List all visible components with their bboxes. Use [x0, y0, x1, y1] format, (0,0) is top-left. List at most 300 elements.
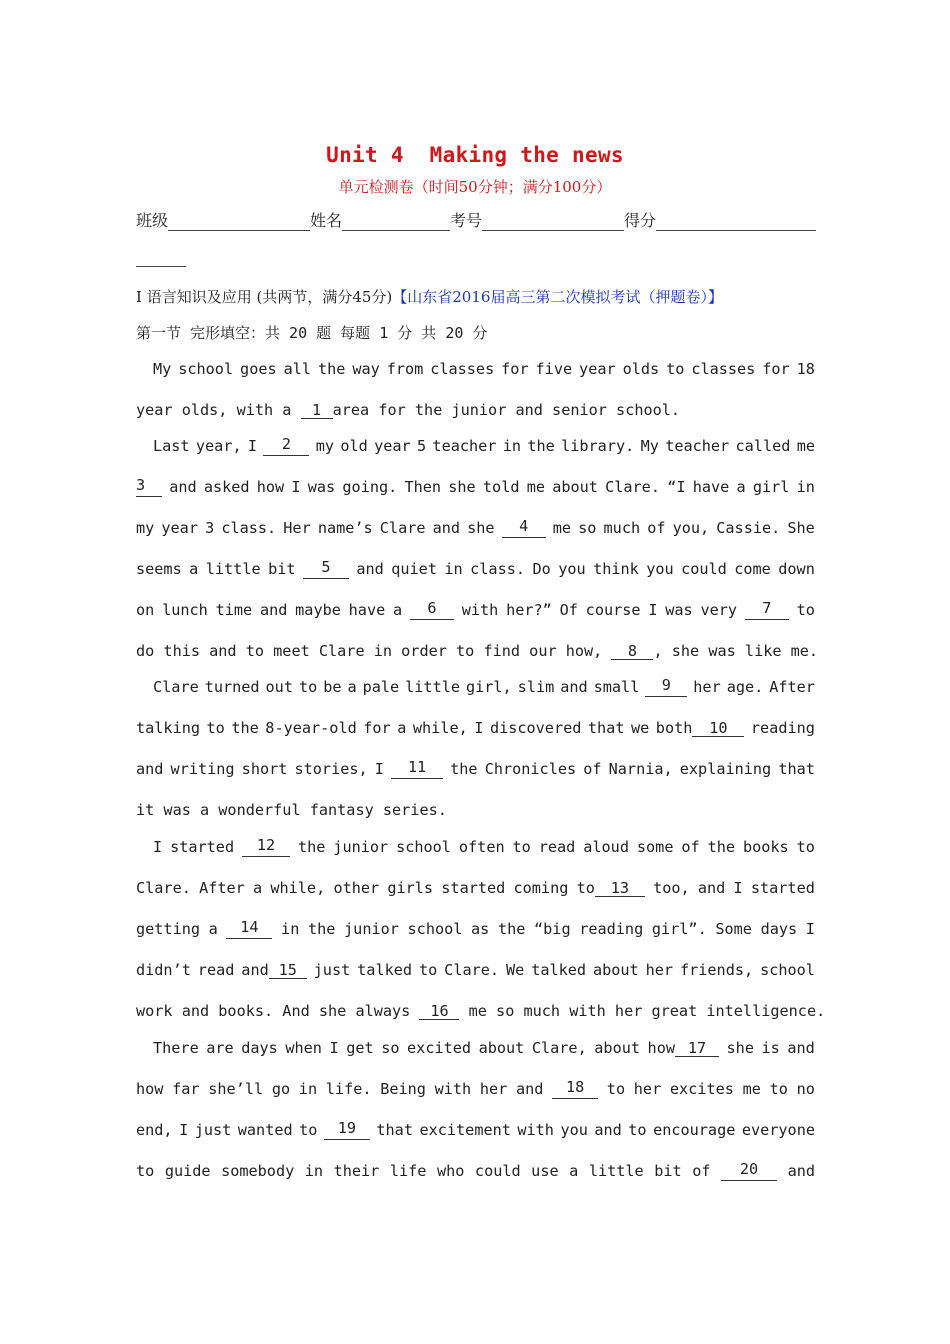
passage-line	[136, 518, 815, 538]
score-label: 得分	[624, 211, 657, 230]
passage-word: library.	[561, 437, 635, 455]
passage-word: to	[796, 838, 815, 856]
blank-11[interactable]: 11	[391, 759, 443, 779]
score-field-continuation[interactable]	[136, 266, 186, 267]
passage-word: her	[633, 1080, 662, 1098]
passage-word: think	[593, 560, 639, 578]
blank-12[interactable]: 12	[242, 837, 290, 857]
passage-word: days	[760, 920, 798, 938]
passage-word: told	[482, 478, 520, 496]
passage-word: I	[374, 760, 384, 778]
passage-word: that	[778, 760, 815, 778]
passage-word: have	[692, 478, 730, 496]
passage-word: girl	[752, 478, 790, 496]
passage-word: started	[441, 879, 506, 897]
passage-line	[153, 359, 815, 379]
passage-word: way	[352, 360, 380, 378]
passage-word	[577, 878, 645, 898]
passage-line	[136, 919, 815, 939]
passage-word: could	[474, 1162, 521, 1180]
passage-word: on	[136, 601, 155, 619]
passage-word: talked	[531, 961, 587, 979]
passage-word: from	[386, 360, 424, 378]
passage-word: her	[645, 961, 674, 979]
passage-word: in	[298, 1080, 318, 1098]
passage-word: do this and to meet Clare in order to find our how,	[136, 642, 603, 660]
passage-word: how	[136, 1080, 164, 1098]
passage-word: while,	[412, 719, 468, 737]
passage-line	[136, 1079, 815, 1099]
passage-word: started	[750, 879, 815, 897]
passage-line	[153, 436, 815, 456]
section-heading	[136, 286, 723, 307]
passage-line: it was a wonderful fantasy series.	[136, 801, 447, 819]
passage-word: Clare.	[444, 961, 500, 979]
passage-word: and	[241, 961, 269, 979]
passage-word: read	[197, 961, 235, 979]
passage-word: wanted	[237, 1121, 293, 1139]
passage-word: and	[594, 1121, 622, 1139]
blank-18[interactable]: 18	[552, 1079, 598, 1099]
passage-word: reading	[579, 920, 644, 938]
passage-word: a	[393, 601, 403, 619]
score-field[interactable]	[656, 214, 816, 231]
passage-word: little	[205, 560, 261, 578]
passage-word: all	[283, 360, 311, 378]
student-info-row	[136, 209, 816, 231]
passage-word: old	[340, 437, 368, 455]
passage-word: Being	[380, 1080, 426, 1098]
blank-3[interactable]: 3	[136, 477, 162, 497]
passage-word: often	[458, 838, 505, 856]
passage-word: and	[787, 1039, 815, 1057]
passage-word: a	[569, 1162, 579, 1180]
blank-19[interactable]: 19	[324, 1120, 370, 1140]
passage-word: Chronicles	[484, 760, 577, 778]
passage-word: junior	[344, 920, 399, 938]
page-title: Unit 4 Making the news	[326, 143, 624, 167]
passage-word: to	[666, 360, 685, 378]
passage-word: called	[735, 437, 791, 455]
passage-word: lunch	[162, 601, 208, 619]
passage-word: 5	[416, 437, 427, 455]
passage-word: quiet	[391, 560, 437, 578]
passage-word: friends,	[679, 961, 754, 979]
passage-word: read	[538, 838, 576, 856]
passage-word: other	[333, 879, 380, 897]
passage-word: I	[648, 601, 658, 619]
passage-word: year olds, with a	[136, 401, 292, 419]
passage-word: guide	[164, 1162, 211, 1180]
passage-word: she	[448, 478, 476, 496]
passage-word: she’ll	[208, 1080, 264, 1098]
passage-word: about	[594, 1039, 640, 1057]
passage-word: of	[583, 760, 602, 778]
passage-line	[136, 960, 815, 980]
passage-word: to	[796, 601, 815, 619]
passage-word: both	[655, 719, 693, 737]
passage-word: Clare	[379, 519, 426, 537]
passage-word: bit	[654, 1162, 682, 1180]
passage-word: teacher	[665, 437, 730, 455]
passage-word: started	[170, 838, 235, 856]
blank-5[interactable]: 5	[303, 559, 349, 579]
passage-word: you	[646, 560, 674, 578]
passage-word: about	[478, 1039, 525, 1057]
passage-line	[136, 600, 815, 620]
blank-10[interactable]: 10	[692, 720, 744, 737]
passage-word: are	[206, 1039, 234, 1057]
passage-word: you	[558, 560, 586, 578]
passage-word: There	[153, 1039, 199, 1057]
passage-word: and	[356, 560, 384, 578]
passage-word: she	[467, 519, 495, 537]
passage-word: about	[552, 478, 598, 496]
passage-word: get	[346, 1039, 374, 1057]
passage-word: for	[363, 719, 391, 737]
passage-word: getting	[136, 920, 201, 938]
passage-word: in	[304, 1162, 324, 1180]
passage-word: she	[726, 1039, 754, 1057]
passage-word: use	[531, 1162, 559, 1180]
passage-word: seems	[136, 560, 182, 578]
passage-word: me	[526, 478, 545, 496]
passage-word: just	[313, 961, 351, 979]
passage-line	[136, 759, 815, 779]
passage-word: and	[136, 760, 164, 778]
blank-6[interactable]: 6	[410, 600, 454, 620]
passage-word: talking	[136, 719, 201, 737]
passage-line	[136, 1001, 826, 1021]
passage-word: Cassie.	[716, 519, 781, 537]
passage-word: 3	[205, 519, 215, 537]
passage-word: and	[515, 1080, 544, 1098]
passage-word: how	[256, 478, 285, 496]
passage-word: have	[348, 601, 386, 619]
passage-word: how	[647, 1039, 675, 1057]
class-label: 班级	[136, 211, 169, 230]
passage-word: girl,	[465, 678, 512, 696]
passage-word: class.	[221, 519, 277, 537]
passage-word: out	[265, 678, 293, 696]
passage-word: and	[432, 519, 461, 537]
section-title: I 语言知识及应用 (共两节，满分45分)	[136, 288, 393, 306]
passage-word: to	[512, 838, 531, 856]
passage-word: to	[606, 1080, 626, 1098]
blank-20[interactable]: 20	[721, 1161, 777, 1181]
passage-word: you,	[672, 519, 710, 537]
passage-word: that	[376, 1121, 413, 1139]
blank-8[interactable]: 8	[611, 643, 653, 660]
passage-line	[153, 1038, 815, 1058]
passage-word: was	[307, 478, 336, 496]
passage-word: a	[736, 478, 746, 496]
passage-word: class.	[470, 560, 526, 578]
passage-word: to	[136, 1162, 155, 1180]
passage-word: in	[796, 478, 815, 496]
blank-17[interactable]: 17	[675, 1040, 719, 1057]
passage-word: so	[578, 519, 597, 537]
passage-word: teacher	[432, 437, 497, 455]
passage-word: stories,	[294, 760, 368, 778]
passage-word: year	[161, 519, 198, 537]
passage-word: life.	[325, 1080, 372, 1098]
passage-word: me so much with her great intelligence.	[468, 1002, 826, 1020]
passage-word: somebody	[221, 1162, 295, 1180]
passage-word: small	[593, 678, 640, 696]
passage-word: the	[450, 760, 478, 778]
passage-word: I	[291, 478, 301, 496]
passage-word: junior	[333, 838, 389, 856]
passage-line	[136, 477, 815, 497]
blank-15[interactable]: 15	[269, 962, 307, 979]
passage-word: Do	[532, 560, 551, 578]
passage-word: with	[517, 1121, 554, 1139]
passage-word: time	[215, 601, 253, 619]
passage-word: Some	[715, 920, 752, 938]
passage-word: bit	[268, 560, 296, 578]
passage-word: After	[769, 678, 815, 696]
blank-16[interactable]: 16	[419, 1003, 459, 1020]
passage-word: talked	[357, 961, 413, 979]
passage-word: her	[479, 1080, 508, 1098]
passage-word: no	[796, 1080, 815, 1098]
passage-word: little	[405, 678, 461, 696]
passage-word: be	[323, 678, 342, 696]
passage-word: days	[241, 1039, 278, 1057]
passage-line	[136, 718, 815, 738]
passage-word: Of	[559, 601, 578, 619]
passage-word: Clare.	[605, 478, 660, 496]
passage-word: , she was like me.	[653, 642, 819, 660]
passage-word: “big	[534, 920, 571, 938]
passage-line	[136, 641, 819, 661]
name-label: 姓名	[310, 211, 343, 230]
passage-word: much	[603, 519, 641, 537]
passage-word: to	[576, 879, 595, 897]
passage-word: in	[281, 920, 300, 938]
class-field[interactable]	[168, 214, 310, 231]
number-field[interactable]	[482, 214, 624, 231]
passage-word: to	[206, 719, 225, 737]
passage-word: explaining	[679, 760, 772, 778]
passage-word: school	[760, 961, 815, 979]
passage-word: I	[329, 1039, 339, 1057]
passage-word: her	[693, 678, 721, 696]
passage-word: was	[665, 601, 693, 619]
passage-word: classes	[691, 360, 756, 378]
passage-word: of	[681, 838, 700, 856]
passage-word: I	[153, 838, 163, 856]
passage-word: Then	[404, 478, 442, 496]
passage-word: in	[502, 437, 522, 455]
passage-word: school	[178, 360, 234, 378]
passage-word: the	[707, 838, 736, 856]
passage-word: to	[299, 1121, 318, 1139]
page-subtitle: 单元检测卷（时间50分钟；满分100分）	[338, 178, 612, 196]
passage-word: life	[389, 1162, 427, 1180]
passage-word: going.	[342, 478, 398, 496]
passage-word: course	[585, 601, 641, 619]
number-label: 考号	[450, 211, 483, 230]
passage-word: books	[742, 838, 789, 856]
passage-word: just	[194, 1121, 232, 1139]
passage-word: go	[271, 1080, 291, 1098]
passage-word: come	[734, 560, 771, 578]
passage-line	[136, 1161, 815, 1181]
passage-word: me	[742, 1080, 761, 1098]
passage-word: I	[474, 719, 484, 737]
passage-word: a	[189, 560, 199, 578]
passage-word: 8-year-old	[265, 719, 357, 737]
passage-word: the	[231, 719, 259, 737]
passage-word: down	[778, 560, 815, 578]
passage-word: to	[298, 678, 318, 696]
passage-word: of	[647, 519, 666, 537]
passage-word: to	[418, 961, 438, 979]
passage-word: the	[307, 920, 336, 938]
passage-line	[136, 400, 815, 420]
passage-word: a	[208, 920, 218, 938]
passage-word: Last	[153, 437, 190, 455]
passage-word: year	[579, 360, 616, 378]
passage-line	[136, 878, 815, 898]
blank-7[interactable]: 7	[745, 600, 789, 620]
passage-word: and	[697, 879, 726, 897]
passage-word: aloud	[583, 838, 629, 856]
passage-word: girls	[387, 879, 434, 897]
passage-word: and	[560, 678, 588, 696]
passage-word: end,	[136, 1121, 173, 1139]
passage-word: asked	[203, 478, 250, 496]
blank-1[interactable]: 1	[301, 402, 333, 419]
passage-word: pale	[362, 678, 400, 696]
passage-word	[656, 718, 745, 738]
passage-word: slim	[517, 678, 555, 696]
passage-word: year	[374, 437, 411, 455]
passage-word: too,	[653, 879, 690, 897]
passage-word: could	[681, 560, 727, 578]
exam-source: 【山东省2016届高三第二次模拟考试（押题卷）】	[392, 288, 723, 306]
passage-line	[136, 1120, 815, 1140]
passage-line	[136, 559, 815, 579]
passage-word: the	[527, 437, 555, 455]
passage-word: girl”.	[651, 920, 707, 938]
passage-word: is	[761, 1039, 780, 1057]
blank-9[interactable]: 9	[645, 677, 687, 697]
part-heading: 第一节 完形填空：共 20 题 每题 1 分 共 20 分	[136, 324, 488, 342]
passage-word: to	[769, 1080, 788, 1098]
passage-word	[241, 960, 306, 980]
passage-word: as	[471, 920, 490, 938]
passage-word: we	[630, 719, 650, 737]
passage-word: with	[434, 1080, 472, 1098]
passage-word: We	[505, 961, 525, 979]
passage-word: I	[179, 1121, 189, 1139]
passage-word: so	[381, 1039, 400, 1057]
passage-word: and	[787, 1162, 815, 1180]
blank-13[interactable]: 13	[595, 880, 645, 897]
passage-word: didn’t	[136, 961, 191, 979]
passage-word: I	[805, 920, 815, 938]
passage-word: while,	[270, 879, 326, 897]
passage-word: excitement	[419, 1121, 511, 1139]
passage-word: coming	[513, 879, 569, 897]
passage-word: the	[317, 360, 346, 378]
passage-word: Clare	[153, 678, 199, 696]
passage-word: me	[552, 519, 572, 537]
passage-word: classes	[430, 360, 495, 378]
passage-word: a	[397, 719, 407, 737]
passage-word: Clare.	[136, 879, 191, 897]
passage-word: everyone	[741, 1121, 815, 1139]
passage-word: year,	[195, 437, 242, 455]
passage-word: school	[407, 920, 463, 938]
passage-word: Her	[283, 519, 311, 537]
passage-word: for	[501, 360, 529, 378]
passage-word: a	[347, 678, 357, 696]
passage-word: “I	[667, 478, 686, 496]
passage-word: work and books. And she always	[136, 1002, 411, 1020]
passage-word: Clare,	[531, 1039, 587, 1057]
passage-word: little	[588, 1162, 644, 1180]
passage-word: about	[592, 961, 639, 979]
passage-word: After	[199, 879, 245, 897]
passage-line	[153, 837, 815, 857]
passage-word: in	[444, 560, 463, 578]
passage-word: who	[436, 1162, 465, 1180]
passage-word: excites	[669, 1080, 734, 1098]
name-field[interactable]	[342, 214, 450, 231]
passage-word	[648, 1038, 719, 1058]
passage-word: far	[172, 1080, 200, 1098]
passage-word: 18	[796, 360, 815, 378]
passage-word: school	[396, 838, 451, 856]
blank-2[interactable]: 2	[263, 436, 309, 456]
passage-word: her?”	[506, 601, 552, 619]
passage-word: five	[535, 360, 573, 378]
passage-word: me	[796, 437, 815, 455]
passage-word: for	[762, 360, 790, 378]
passage-word: with	[461, 601, 499, 619]
passage-word: She	[787, 519, 815, 537]
passage-word: their	[333, 1162, 380, 1180]
passage-word: maybe	[295, 601, 341, 619]
passage-word: a	[253, 879, 263, 897]
passage-word: of	[692, 1162, 711, 1180]
blank-4[interactable]: 4	[502, 518, 546, 538]
passage-word: discovered	[489, 719, 582, 737]
passage-word: very	[700, 601, 738, 619]
passage-word: that	[587, 719, 625, 737]
passage-word: I	[247, 437, 258, 455]
passage-word: writing	[170, 760, 235, 778]
passage-word: some	[636, 838, 674, 856]
passage-word: reading	[750, 719, 815, 737]
passage-word: my	[136, 519, 155, 537]
passage-word: goes	[240, 360, 277, 378]
passage-word: My	[153, 360, 172, 378]
blank-14[interactable]: 14	[226, 919, 272, 939]
passage-word: you	[560, 1121, 588, 1139]
passage-word: name’s	[317, 519, 373, 537]
passage-word: the	[497, 920, 526, 938]
passage-word: when	[285, 1039, 322, 1057]
passage-line	[153, 677, 815, 697]
passage-word: short	[241, 760, 288, 778]
passage-word: the	[297, 838, 326, 856]
passage-word: My	[640, 437, 659, 455]
